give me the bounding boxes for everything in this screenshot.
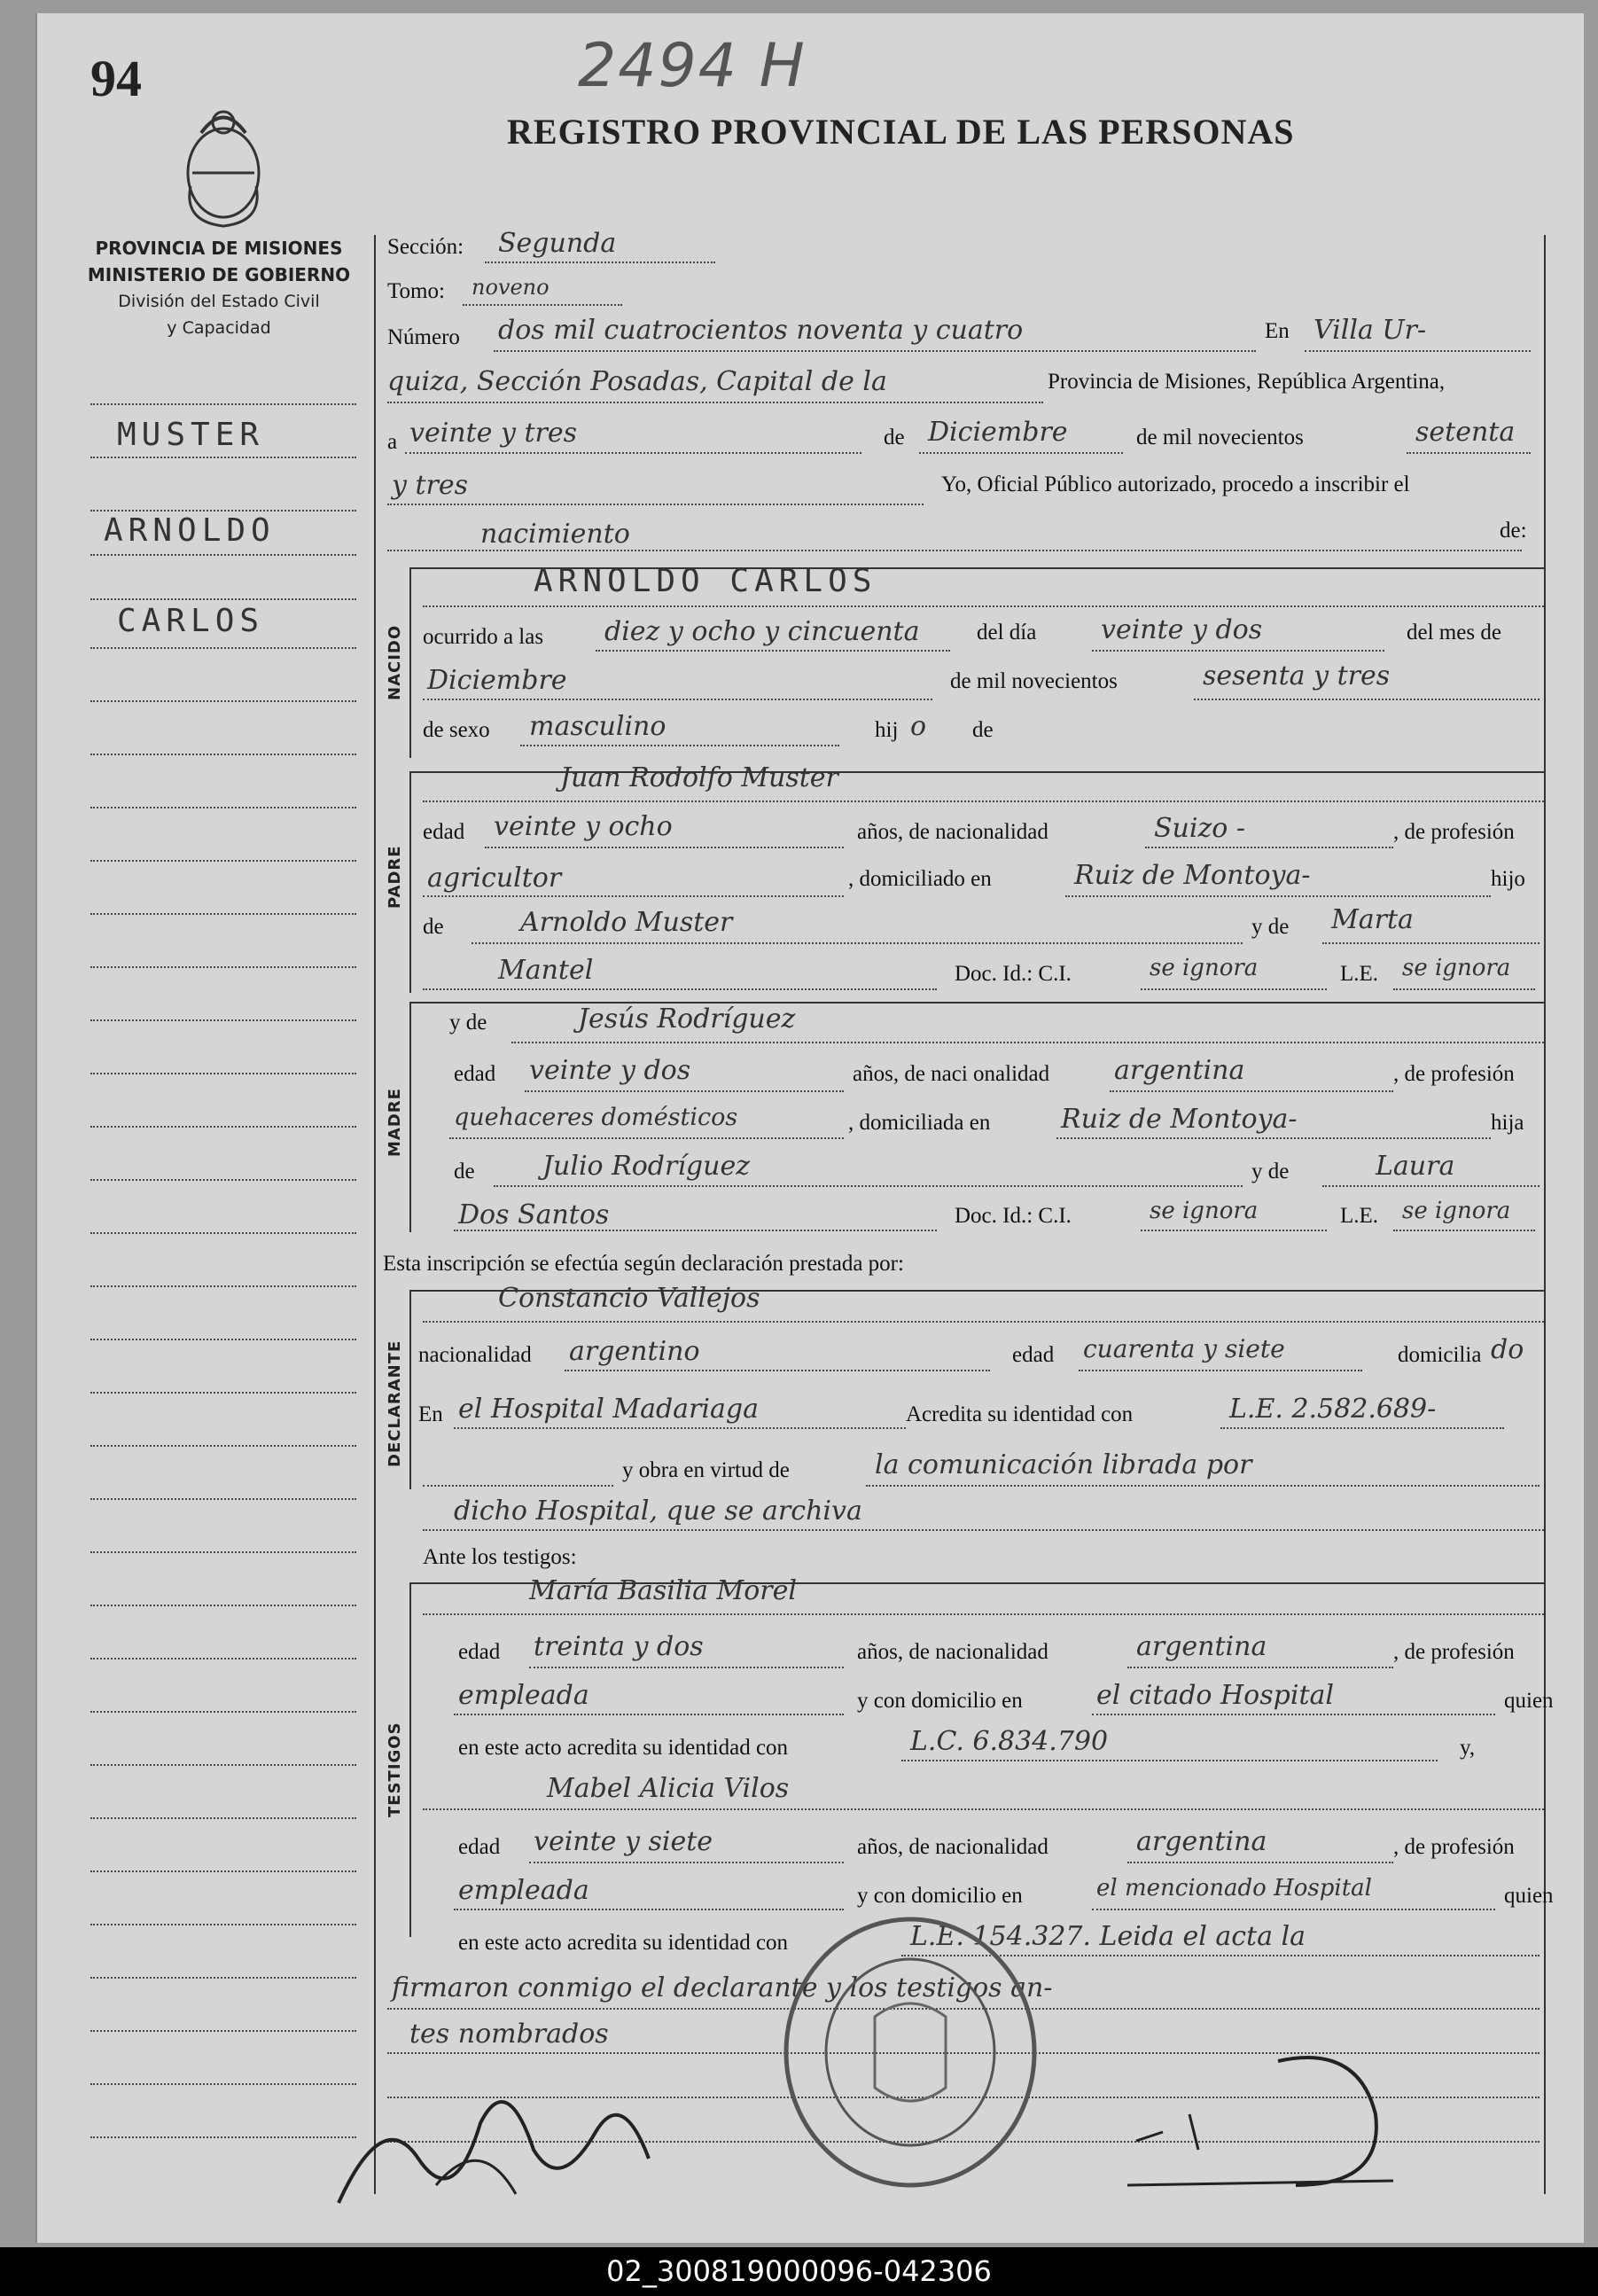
margin-line: [90, 403, 356, 405]
domiciliado-label: , domiciliado en: [848, 867, 992, 891]
ocurrido-label: ocurrido a las: [423, 625, 544, 649]
mes-value: Diciembre: [928, 417, 1068, 448]
declarante-side-label: DECLARANTE: [386, 1339, 404, 1467]
margin-line: [90, 598, 356, 600]
anio-value: setenta: [1415, 417, 1516, 448]
con-domicilio-label: y con domicilio en: [857, 1689, 1023, 1713]
field-line: [866, 1485, 1540, 1487]
acto-value: nacimiento: [480, 519, 630, 550]
page-number: 94: [90, 50, 142, 107]
a-label: a: [387, 430, 398, 454]
margin-name: ARNOLDO: [104, 512, 276, 549]
field-line: [1220, 1427, 1504, 1429]
hijo-suffix: o: [910, 711, 927, 742]
le-label: L.E.: [1340, 962, 1379, 986]
t1-edad-value: treinta y dos: [534, 1631, 704, 1662]
field-line: [1194, 699, 1540, 700]
field-line: [423, 1321, 1544, 1323]
signature-right: [1074, 2008, 1411, 2212]
margin-line: [90, 913, 356, 915]
doc-label-2: Doc. Id.: C.I.: [955, 1204, 1072, 1228]
field-line: [565, 1370, 990, 1371]
yo-text: Yo, Oficial Público autorizado, procedo a inscribir el: [941, 472, 1410, 496]
section-bracket: [409, 567, 411, 758]
quien-label-2: quien: [1504, 1884, 1554, 1908]
header-capacity: y Capacidad: [167, 318, 271, 338]
margin-surname: MUSTER: [117, 417, 265, 453]
field-line: [387, 504, 924, 505]
margin-line: [90, 1126, 356, 1128]
t1-nac-value: argentina: [1136, 1631, 1267, 1662]
domiciliada-label: , domiciliada en: [848, 1111, 991, 1135]
tomo-label: Tomo:: [387, 279, 445, 303]
official-seal-icon: [777, 1910, 1043, 2194]
field-line: [1145, 847, 1393, 848]
field-line: [1079, 1370, 1362, 1371]
del-dia-label: del día: [977, 621, 1037, 644]
decl-dom-value: do: [1491, 1334, 1524, 1365]
margin-line: [90, 1179, 356, 1181]
hija-label: hija: [1491, 1111, 1524, 1135]
field-line: [1127, 1667, 1393, 1668]
field-line: [485, 262, 715, 263]
margin-line: [90, 457, 356, 458]
de2-label: de:: [1500, 519, 1527, 543]
anos-nac-label-2: años, de naci onalidad: [853, 1062, 1050, 1086]
register-page: [35, 13, 1584, 2243]
t2-prof-value: empleada: [458, 1875, 589, 1906]
field-line: [520, 745, 839, 746]
field-line: [529, 1862, 844, 1863]
dia-value: veinte y tres: [409, 418, 577, 449]
abuela-p-value: Marta: [1331, 904, 1414, 935]
dia-nac-value: veinte y dos: [1101, 614, 1263, 645]
provincia-text: Provincia de Misiones, República Argentina,: [1048, 370, 1446, 394]
domicilia-label: domicilia: [1398, 1343, 1482, 1367]
field-line: [423, 1613, 1544, 1615]
field-line: [423, 1485, 613, 1487]
numero-value: dos mil cuatrocientos noventa y cuatro: [498, 315, 1024, 346]
field-line: [1322, 942, 1540, 944]
anos-nac-label: años, de nacionalidad: [857, 820, 1048, 844]
field-line: [525, 1090, 844, 1092]
field-line: [494, 350, 1256, 352]
de-label-2: de: [972, 718, 994, 742]
madre-dom-value: Ruiz de Montoya-: [1061, 1104, 1298, 1135]
field-line: [423, 895, 844, 897]
decl-edad-value: cuarenta y siete: [1083, 1334, 1285, 1363]
field-line: [596, 650, 950, 652]
margin-line: [90, 1817, 356, 1819]
margin-line: [90, 2136, 356, 2138]
margin-line: [90, 1019, 356, 1021]
decl-dom2-value: el Hospital Madariaga: [458, 1394, 759, 1425]
y-de-label-3: y de: [1251, 1160, 1290, 1183]
quien-label: quien: [1504, 1689, 1554, 1713]
t1-doc-value: L.C. 6.834.790: [910, 1726, 1109, 1757]
madre-prof-value: quehaceres domésticos: [454, 1104, 738, 1131]
field-line: [423, 605, 1544, 607]
madre-value: Jesús Rodríguez: [578, 1004, 796, 1035]
margin-line: [90, 510, 356, 512]
field-line: [1092, 1714, 1495, 1715]
decl-obra-value: la comunicación librada por: [875, 1449, 1252, 1480]
decl-doc-value: L.E. 2.582.689-: [1229, 1394, 1437, 1425]
margin-line: [90, 1711, 356, 1713]
margin-line: [90, 754, 356, 755]
field-line: [454, 1714, 844, 1715]
declaracion-text: Esta inscripción se efectúa según declaración prestada por:: [383, 1252, 904, 1276]
padre-dom-value: Ruiz de Montoya-: [1074, 860, 1311, 891]
doc-label: Doc. Id.: C.I.: [955, 962, 1072, 986]
footer-id: 02_300819000096-042306: [0, 2247, 1598, 2296]
abuelo-m-value: Julio Rodríguez: [542, 1151, 751, 1182]
abuelo-p-value: Arnoldo Muster: [520, 907, 733, 938]
margin-line: [90, 647, 356, 649]
field-line: [1127, 1862, 1393, 1863]
field-line: [494, 1185, 1243, 1187]
margin-line: [90, 1285, 356, 1287]
mes-nac-value: Diciembre: [427, 665, 567, 696]
field-line: [1305, 350, 1531, 352]
lugar-value: Villa Ur-: [1313, 315, 1427, 346]
t2-nac-value: argentina: [1136, 1826, 1267, 1857]
field-line: [463, 304, 622, 306]
declarante-value: Constancio Vallejos: [498, 1283, 760, 1314]
nacionalidad-label: nacionalidad: [418, 1343, 532, 1367]
margin-line: [90, 1232, 356, 1234]
anos-nac-label-4: años, de nacionalidad: [857, 1835, 1048, 1859]
field-line: [423, 1529, 1544, 1531]
margin-line: [90, 1924, 356, 1925]
section-bracket: [409, 1290, 411, 1489]
page-title: REGISTRO PROVINCIAL DE LAS PERSONAS: [507, 112, 1295, 152]
anio-nac-value: sesenta y tres: [1203, 660, 1391, 691]
en-este-acto-label-2: en este acto acredita su identidad con: [458, 1931, 789, 1955]
margin-line: [90, 807, 356, 808]
seccion-value: Segunda: [498, 228, 617, 259]
field-line: [1407, 452, 1531, 454]
field-line: [423, 1808, 1544, 1810]
field-line: [919, 452, 1123, 454]
t2-edad-value: veinte y siete: [534, 1826, 713, 1857]
field-line: [472, 942, 1243, 944]
field-line: [1110, 1090, 1393, 1092]
padre-le-value: se ignora: [1402, 955, 1511, 981]
field-line: [405, 452, 861, 454]
profesion-label-4: , de profesión: [1393, 1835, 1515, 1859]
field-line: [1092, 650, 1384, 652]
margin-line: [90, 1605, 356, 1606]
header-ministry: MINISTERIO DE GOBIERNO: [87, 264, 351, 285]
edad-label-2: edad: [454, 1062, 496, 1086]
padre-edad-value: veinte y ocho: [494, 811, 673, 842]
padre-side-label: PADRE: [386, 845, 404, 909]
field-line: [901, 1760, 1438, 1761]
field-line: [449, 1137, 844, 1139]
hijo2-label: hijo: [1491, 867, 1525, 891]
decl-nac-value: argentino: [569, 1336, 700, 1367]
t2-dom-value: el mencionado Hospital: [1096, 1875, 1372, 1902]
cierre1-value: firmaron conmigo el declarante y los testigos an-: [392, 1972, 1053, 2003]
field-line: [423, 988, 937, 990]
numero-label: Número: [387, 325, 460, 349]
obra-label: y obra en virtud de: [622, 1458, 790, 1482]
hijo-label: hij: [875, 718, 899, 742]
field-line: [1393, 988, 1535, 990]
section-bracket: [409, 771, 411, 993]
field-line: [485, 847, 844, 848]
testigo1-value: María Basilia Morel: [529, 1575, 797, 1606]
margin-line: [90, 1498, 356, 1500]
del-mes-label: del mes de: [1407, 621, 1501, 644]
coat-of-arms-icon: [175, 98, 272, 230]
section-bracket: [409, 1002, 411, 1232]
margin-line: [90, 966, 356, 968]
t2-doc-value: L.E. 154.327. Leida el acta la: [910, 1921, 1306, 1952]
y-de-label-2: y de: [449, 1011, 487, 1035]
testigo2-value: Mabel Alicia Vilos: [547, 1773, 790, 1804]
field-line: [1065, 895, 1491, 897]
t1-prof-value: empleada: [458, 1680, 589, 1711]
en-label: En: [1265, 319, 1290, 343]
y-label: y,: [1460, 1736, 1476, 1760]
field-line: [1141, 1230, 1327, 1231]
margin-line: [90, 1977, 356, 1979]
de-label: de: [884, 426, 905, 449]
field-line: [1056, 1137, 1491, 1139]
margin-line: [90, 1073, 356, 1074]
margin-line: [90, 700, 356, 702]
padre-ci-value: se ignora: [1150, 955, 1259, 981]
signature-left: [330, 2052, 684, 2230]
field-line: [1393, 1230, 1535, 1231]
field-line: [511, 1042, 1544, 1043]
margin-line: [90, 1764, 356, 1766]
field-line: [387, 550, 1522, 551]
madre-side-label: MADRE: [386, 1088, 404, 1157]
cierre2-value: tes nombrados: [409, 2019, 609, 2050]
margin-line: [90, 1870, 356, 1872]
en-label-2: En: [418, 1402, 443, 1426]
nacido-side-label: NACIDO: [386, 624, 404, 700]
anio2-value: y tres: [392, 470, 469, 501]
lugar2-value: quiza, Sección Posadas, Capital de la: [387, 366, 887, 397]
abuela-p2-value: Mantel: [498, 955, 594, 986]
de-mil-label: de mil novecientos: [1136, 426, 1304, 449]
margin-line: [90, 2083, 356, 2085]
sexo-label: de sexo: [423, 718, 490, 742]
margin-second-name: CARLOS: [117, 603, 265, 639]
margin-divider: [374, 235, 376, 2194]
padre-prof-value: agricultor: [427, 863, 562, 894]
field-line: [454, 1427, 906, 1429]
field-line: [454, 1230, 937, 1231]
field-line: [1092, 1909, 1495, 1910]
testigos-side-label: TESTIGOS: [386, 1722, 404, 1817]
t1-dom-value: el citado Hospital: [1096, 1680, 1334, 1711]
hora-value: diez y ocho y cincuenta: [604, 616, 920, 647]
en-este-acto-label: en este acto acredita su identidad con: [458, 1736, 789, 1760]
margin-line: [90, 554, 356, 556]
ante-text: Ante los testigos:: [423, 1545, 577, 1569]
anos-nac-label-3: años, de nacionalidad: [857, 1640, 1048, 1664]
handwritten-serial: 2494 H: [578, 31, 807, 101]
edad-label-5: edad: [458, 1835, 501, 1859]
margin-line: [90, 860, 356, 862]
nombre-value: ARNOLDO CARLOS: [534, 563, 877, 599]
padre-nac-value: Suizo -: [1154, 813, 1246, 844]
de-mil-label-2: de mil novecientos: [950, 669, 1118, 693]
acredita-label: Acredita su identidad con: [906, 1402, 1134, 1426]
de-label-3: de: [423, 915, 444, 939]
madre-edad-value: veinte y dos: [529, 1055, 691, 1086]
margin-line: [90, 1445, 356, 1447]
margin-line: [90, 1339, 356, 1340]
header-division: División del Estado Civil: [118, 292, 320, 311]
con-domicilio-label-2: y con domicilio en: [857, 1884, 1023, 1908]
field-line: [1322, 1185, 1540, 1187]
field-line: [529, 1667, 844, 1668]
field-line: [387, 402, 1043, 403]
le-label-2: L.E.: [1340, 1204, 1379, 1228]
profesion-label-2: , de profesión: [1393, 1062, 1515, 1086]
madre-le-value: se ignora: [1402, 1198, 1511, 1224]
margin-line: [90, 1551, 356, 1553]
abuela-m2-value: Dos Santos: [458, 1199, 610, 1230]
header-province: PROVINCIA DE MISIONES: [95, 238, 343, 259]
margin-line: [90, 1392, 356, 1394]
padre-value: Juan Rodolfo Muster: [560, 762, 838, 793]
field-line: [423, 699, 932, 700]
margin-line: [90, 1658, 356, 1660]
de-label-4: de: [454, 1160, 475, 1183]
edad-label-4: edad: [458, 1640, 501, 1664]
edad-label-3: edad: [1012, 1343, 1055, 1367]
decl-obra2-value: dicho Hospital, que se archiva: [454, 1496, 862, 1527]
tomo-value: noveno: [472, 275, 550, 300]
abuela-m-value: Laura: [1376, 1151, 1455, 1182]
madre-ci-value: se ignora: [1150, 1198, 1259, 1224]
seccion-label: Sección:: [387, 235, 464, 259]
margin-line: [90, 2030, 356, 2032]
profesion-label-3: , de profesión: [1393, 1640, 1515, 1664]
madre-nac-value: argentina: [1114, 1055, 1245, 1086]
header-left: [77, 235, 361, 341]
profesion-label: , de profesión: [1393, 820, 1515, 844]
edad-label: edad: [423, 820, 465, 844]
section-bracket: [409, 1582, 411, 1937]
y-de-label: y de: [1251, 915, 1290, 939]
field-line: [423, 800, 1544, 802]
field-line: [1141, 988, 1327, 990]
sexo-value: masculino: [529, 711, 666, 742]
